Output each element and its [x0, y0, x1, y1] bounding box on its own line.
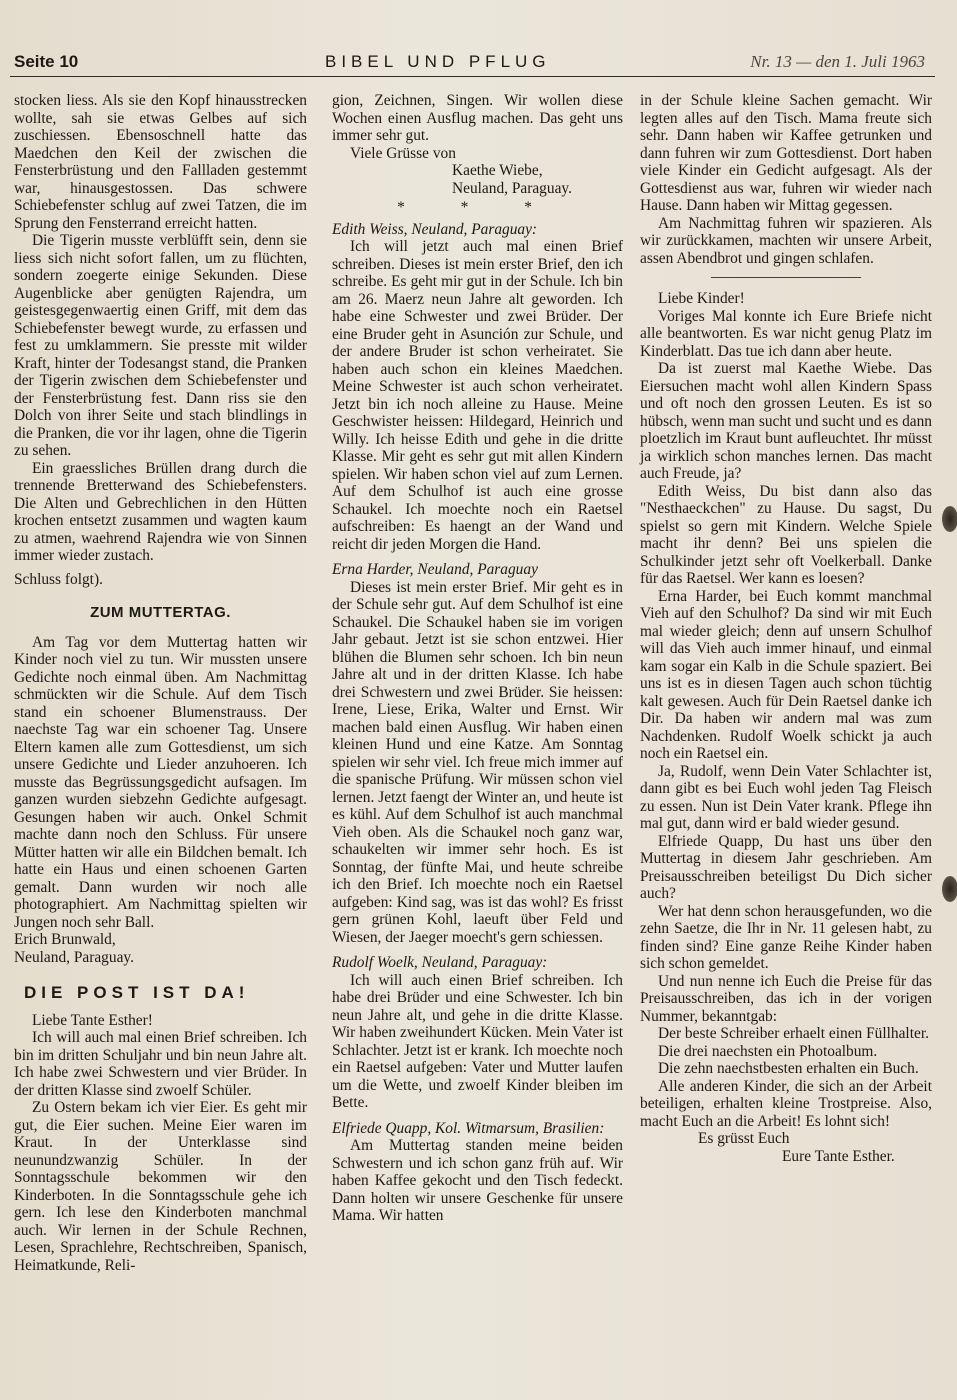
binding-hole-icon — [942, 506, 957, 532]
prize-line: Alle anderen Kinder, die sich an der Arbeit beteiligen, erhalten kleine Trostpreise. Also, macht Euch an die Arbeit! Es lohnt sich! — [640, 1077, 932, 1130]
closing-greeting: Es grüsst Euch — [698, 1130, 790, 1147]
muttertag-heading: ZUM MUTTERTAG. — [90, 604, 231, 621]
reply-paragraph: Erna Harder, bei Euch kommt manchmal Vieh auf den Schulhof? Da sind wir mit Euch mal wieder gleich; denn auf unsern Schulhof will das Vieh auch immer hinauf, und einmal kam sogar ein Kalb in die Schule spaziert. Bei uns ist es in diesen Tagen auch schon tüchtig kalt gewesen. Auch für Dein Raetsel danke ich Dir. Da haben wir andern mal was zum Nachdenken. Rudolf Woelk schickt ja auch noch ein Raetsel ein. — [640, 587, 932, 762]
letter-heading: Erna Harder, Neuland, Paraguay — [332, 561, 538, 578]
letter-continuation: in der Schule kleine Sachen gemacht. Wir legten alles auf den Tisch. Mama freute sich sehr. Dann haben wir Kaffee getrunken und dann fuhren wir zum Gottesdienst. Dort haben viele Kinder ein Gedicht aufgesagt. Als der Gottesdienst aus war, fuhren wir wieder nach Hause. Dann haben wir Mittag gegessen. — [640, 92, 932, 214]
story-paragraph: Ein graessliches Brüllen drang durch die trennende Bretterwand des Schiebefensters. Die Alten und Gebrechlichen in den Hütten krochen entsetzt zusammen und wagten kaum zu atmen, waehrend Rajendra wie von Sinnen immer wieder zustach. — [14, 459, 307, 564]
letter-heading: Elfriede Quapp, Kol. Witmarsum, Brasilien: — [332, 1119, 605, 1137]
section-divider-stars: * * * — [397, 199, 558, 216]
reply-paragraph: Da ist zuerst mal Kaethe Wiebe. Das Eiersuchen macht wohl allen Kindern Spass und oft noch den grossen Leuten. Es ist so hübsch, wenn man sucht und sucht und es dann ploetzlich im Kraut bunt aufleuchtet. Ihr müsst ja wirklich schon manches lernen. Das macht auch Freude, ja? — [640, 360, 932, 482]
reply-paragraph: Edith Weiss, Du bist dann also das "Nesthaeckchen" zu Hause. Du sagst, Du spielst so gern mit Kindern. Welche Spiele macht ihr denn? Bei uns spielen die Schulkinder jetzt sehr oft Voelkerball. Danke für das Raetsel. Wer kann es loesen? — [640, 482, 932, 587]
prize-line: Die drei naechsten ein Photoalbum. — [658, 1042, 878, 1060]
muttertag-article: Am Tag vor dem Muttertag hatten wir Kinder noch viel zu tun. Wir mussten unsere Gedichte noch einmal üben. Am Nachmittag schmückten wir die Schule. Auf dem Tisch stand ein schoener Blumenstrauss. Der naechste Tag war ein schoener Tag. Unsere Eltern kamen alle zum Gottesdienst, um sich unsere Gedichte und Lieder anzuhoeren. Ich musste das Begrüssungsgedicht aufsagen. Im ganzen wurden siebzehn Gedichte aufgesagt. Gesungen haben wir auch. Onkel Schmit machte dann noch den Schluss. Für unsere Mütter hatten wir alle ein Bildchen bemalt. Ich hatte ein Haus und einen schoenen Garten gemalt. Dann wurden wir noch alle photographiert. Am Nachmittag spielten wir Jungen noch sehr Ball. — [14, 633, 307, 931]
letter-text: Ich will auch einen Brief schreiben. Ich habe drei Brüder und eine Schwester. Ich bin neun Jahre alt, und gehe in die dritte Klasse. Wir haben zweihundert Kücken. Mein Vater ist Schlachter. Jetzt ist er krank. Ich moechte noch ein Raetsel aufgeben: Vater und Mutter laufen um die Wette, und zwoelf Kinder bleiben im Bette. — [332, 971, 623, 1111]
letter-text: Ich will jetzt auch mal einen Brief schreiben. Dieses ist mein erster Brief, den ich schreibe. Es geht mir gut in der Schule. Ich bin am 26. Maerz neun Jahre alt geworden. Ich habe eine Schwester und zwei Brüder. Der eine Bruder geht in Asunción zur Schule, und der andere Bruder ist schon verheiratet. Sie haben auch schon ein kleines Maedchen. Meine Schwester ist auch schon verheiratet. Jetzt bin ich noch alleine zu Hause. Meine Geschwister heissen: Hildegard, Heinrich und Willy. Ich heisse Edith und gehe in die dritte Klasse. Mir geht es sehr gut mit allen Kindern spielen. Wir haben schon viel auf zum Lernen. Auf dem Schulhof ist auch eine grosse Schaukel. Ich moechte noch ein Raetsel aufschreiben: Es haengt an der Wand und reicht dir jeden Morgen die Hand. — [332, 238, 623, 553]
letter-heading: Edith Weiss, Neuland, Paraguay: — [332, 220, 538, 238]
prize-line: Die zehn naechstbesten erhalten ein Buch. — [658, 1060, 919, 1077]
reply-salutation: Liebe Kinder! — [658, 290, 745, 307]
letter-continuation: gion, Zeichnen, Singen. Wir wollen diese Wochen einen Ausflug machen. Das geht uns immer sehr gut. — [332, 92, 623, 144]
letter-paragraph: Ich will auch mal einen Brief schreiben. Ich bin im dritten Schuljahr und bin neun Jahre alt. Ich habe zwei Schwestern und vier Brüder. In der dritten Klasse sind zwoelf Schüler. — [14, 1029, 307, 1099]
reply-paragraph: Elfriede Quapp, Du hast uns über den Muttertag in diesem Jahr geschrieben. Am Preisausschreiben beteiligst Du Dich sicher auch? — [640, 832, 932, 902]
letter-paragraph: Zu Ostern bekam ich vier Eier. Es geht mir gut, die Eier suchen. Meine Eier waren im Kraut. In der Unterklasse sind neunundzwanzig Schüler. In der Sonntagsschule bekommen wir den Kinderboten. In die Sonntagsschule gehe ich gern. Ich lese den Kinderboten manchmal auch. Wir lernen in der Schule Rechnen, Lesen, Sprachlehre, Rechtschreiben, Spanisch, Heimatkunde, Reli- — [14, 1099, 307, 1274]
closing-signature: Eure Tante Esther. — [782, 1147, 895, 1165]
reply-paragraph: Ja, Rudolf, wenn Dein Vater Schlachter ist, dann gibt es bei Euch wohl jeden Tag Fleisch zu essen. Nun ist Dein Vater krank. Pflege ihn mal gut, dann wird er bald wieder gesund. — [640, 762, 932, 832]
post-heading: DIE POST IST DA! — [24, 983, 250, 1002]
reply-paragraph: Wer hat denn schon herausgefunden, wo die zehn Saetze, die Ihr in Nr. 11 gelesen habt, zu finden sind? Eine ganze Reihe Kinder haben sich schon gemeldet. — [640, 902, 932, 972]
letter-paragraph: Am Nachmittag fuhren wir spazieren. Als wir zurückkamen, machten wir unsere Arbeit, assen Abendbrot und gingen schlafen. — [640, 214, 932, 267]
column-1 — [14, 92, 307, 1274]
story-paragraph: Die Tigerin musste verblüfft sein, denn sie liess sich nicht sofort fallen, um zu flüchten, sondern zoegerte einige Sekunden. Diese Augenblicke aber genügten Rajendra, um geistesgegenwaertig einen Griff, mit dem das Schiebefenster bewegt wurde, zu erfassen und fest zu umklammern. Sie presste mit wilder Kraft, hinter der Todesangst stand, die Pranken der Tigerin zwischen dem Schiebefenster und der Fensterbrüstung fest. Dann riss sie den Dolch von ihrer Seite und stach blindlings in die Pranken, die vor ihr lagen, ohne die Tigerin zu sehen. — [14, 232, 307, 459]
continued-note: Schluss folgt). — [14, 570, 103, 588]
letter-text: Dieses ist mein erster Brief. Mir geht es in der Schule sehr gut. Auf dem Schulhof ist eine Schaukel. Die Schaukel haben sie im vorigen Jahr gebaut. Jetzt ist sie schon entzwei. Hier blühen die Blumen sehr schoen. Ich bin neun Jahre alt und in der dritten Klasse. Ich habe drei Schwestern und zwei Brüder. Sie heissen: Irene, Liese, Erika, Walter und Ernst. Wir machen bald einen Ausflug. Wir haben einen kleinen Hund und eine Katze. Am Sonntag spielen wir sehr viel. Ich freue mich immer auf die spanische Prüfung. Wir müssen schon viel lernen. Jetzt faengt der Winter an, und heute ist es kühl. Auf dem Schulhof ist auch manchmal Vieh oben. Als die Schaukel noch ganz war, schaukelten wir immer sehr hoch. Es ist Sonntag, der fünfte Mai, und heute schreibe ich den Brief. Ich moechte noch ein Raetsel aufgeben: Kind sag, was ist das wohl? Es frisst gern grünen Kohl, laeuft über Feld und Wiesen, der Jaeger moecht's gern schiessen. — [332, 578, 623, 946]
author-location: Neuland, Paraguay. — [14, 948, 134, 966]
author-location: Neuland, Paraguay. — [452, 179, 572, 197]
binding-hole-icon — [942, 876, 957, 902]
column-3 — [640, 92, 932, 1165]
story-continuation: stocken liess. Als sie den Kopf hinausstrecken wollte, sah sie etwas Gelbes auf sich zuschiessen. Ebensoschnell hatte das Maedchen den Keil der zwischen die Fensterbrüstung und den Fallladen gestemmt war, hinausgestossen. Das schwere Schiebefenster schlug auf zwei Tatzen, die im Sprung den Fensterrand erreicht hatten. — [14, 92, 307, 232]
prize-line: Der beste Schreiber erhaelt einen Füllhalter. — [658, 1025, 929, 1042]
masthead-title: BIBEL UND PFLUG — [325, 52, 551, 71]
letter-salutation: Liebe Tante Esther! — [32, 1011, 153, 1029]
author-name: Erich Brunwald, — [14, 931, 116, 948]
letter-greeting: Viele Grüsse von — [350, 144, 456, 162]
column-2 — [332, 92, 623, 1225]
letter-text: Am Muttertag standen meine beiden Schwestern und ich schon ganz früh auf. Wir haben Kaffee gekocht und den Tisch fedeckt. Dann holten wir unsere Geschenke für unsere Mama. Wir hatten — [332, 1137, 623, 1224]
reply-paragraph: Und nun nenne ich Euch die Preise für das Preisausschreiben, das ich in der vorigen Nummer, bekanntgab: — [640, 972, 932, 1025]
page-number: Seite 10 — [14, 52, 79, 71]
header-rule — [10, 76, 935, 77]
reply-paragraph: Voriges Mal konnte ich Eure Briefe nicht alle beantworten. Es war nicht genug Platz im Kinderblatt. Das tue ich dann aber heute. — [640, 307, 932, 360]
issue-date: Nr. 13 — den 1. Juli 1963 — [750, 52, 925, 71]
author-name: Kaethe Wiebe, — [452, 162, 543, 179]
letter-heading: Rudolf Woelk, Neuland, Paraguay: — [332, 954, 548, 971]
section-divider — [711, 277, 861, 278]
